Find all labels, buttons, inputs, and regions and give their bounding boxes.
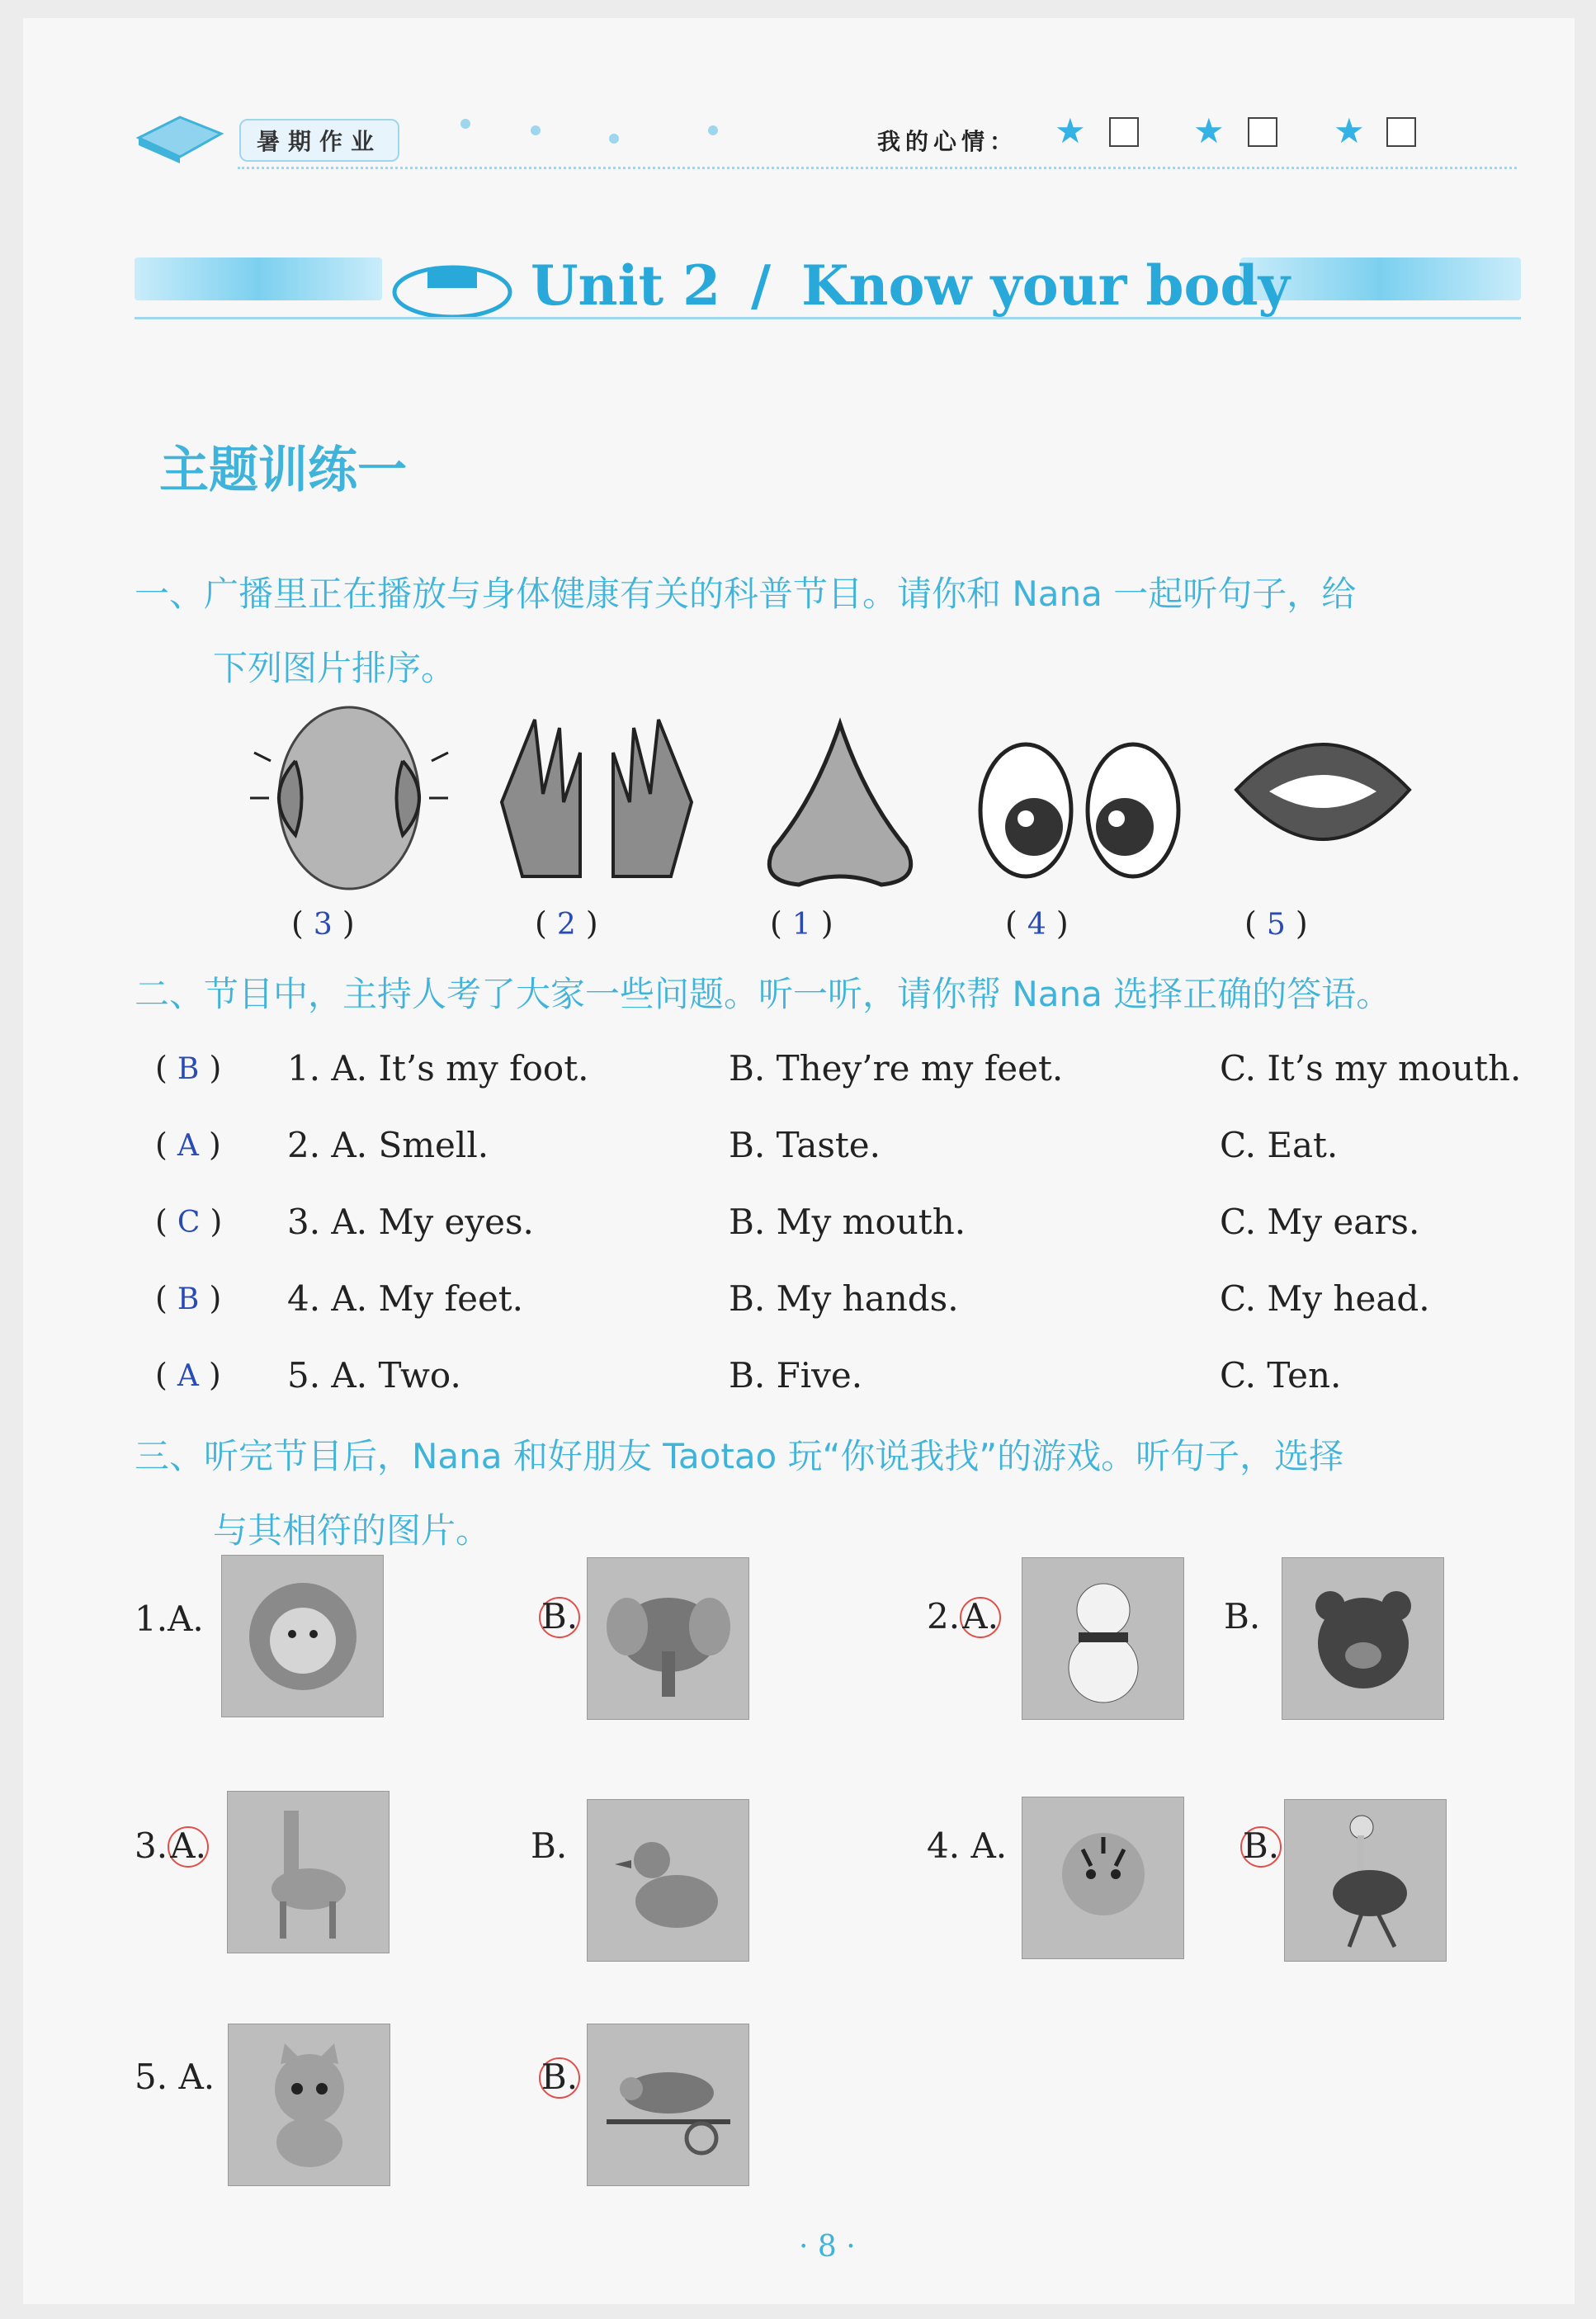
snowman-picture[interactable] (1022, 1557, 1184, 1720)
item-4-label: 4. A. (927, 1825, 1008, 1866)
question-1-option-b: B. They’re my feet. (729, 1048, 1064, 1089)
decor-dot (708, 125, 718, 135)
order-answer-2[interactable]: ( 2 ) (535, 905, 598, 942)
star-icon: ★ (1055, 111, 1086, 151)
section3-instruction-cont: 与其相符的图片。 (213, 1510, 491, 1551)
header-tag: 暑期作业 (239, 119, 399, 162)
ears-picture (246, 703, 452, 893)
item-3-label[interactable]: 3.A. (135, 1825, 209, 1868)
tiger-picture[interactable] (1022, 1797, 1184, 1959)
choice-answer-2[interactable]: ( A ) (155, 1126, 221, 1163)
title-rule (135, 317, 1521, 319)
chameleon-picture[interactable] (587, 2024, 749, 2186)
unit-number: Unit 2 (531, 253, 721, 318)
mood-checkbox[interactable] (1248, 117, 1277, 147)
star-icon: ★ (1193, 111, 1225, 151)
question-2-option-c: C. Eat. (1220, 1125, 1339, 1165)
question-2-option-b: B. Taste. (729, 1125, 881, 1165)
item-5-label: 5. A. (135, 2057, 215, 2097)
duck-picture[interactable] (587, 1799, 749, 1962)
question-3-option-c: C. My ears. (1220, 1202, 1420, 1242)
decor-dot (609, 134, 619, 144)
lion-picture[interactable] (221, 1555, 384, 1717)
order-answer-5[interactable]: ( 5 ) (1244, 905, 1308, 942)
cat-picture[interactable] (228, 2024, 390, 2186)
order-answer-3[interactable]: ( 1 ) (770, 905, 833, 942)
question-2-option-a: 2. A. Smell. (287, 1125, 489, 1165)
order-answer-1[interactable]: ( 3 ) (291, 905, 355, 942)
title-band-left (135, 257, 382, 300)
page-number: · 8 · (799, 2230, 856, 2264)
section1-instruction: 一、广播里正在播放与身体健康有关的科普节目。请你和 Nana 一起听句子，给 (135, 574, 1357, 614)
item-2-option-b-label: B. (1224, 1596, 1261, 1637)
item-1-label: 1.A. (135, 1599, 204, 1639)
section2-instruction: 二、节目中，主持人考了大家一些问题。听一听，请你帮 Nana 选择正确的答语。 (135, 974, 1391, 1014)
unit-title: Unit 2 / Know your body (531, 253, 1291, 318)
question-1-option-a: 1. A. It’s my foot. (287, 1048, 589, 1089)
eyes-picture (972, 724, 1187, 889)
decor-dot (531, 125, 541, 135)
star-icon: ★ (1334, 111, 1365, 151)
section3-instruction: 三、听完节目后，Nana 和好朋友 Taotao 玩“你说我找”的游戏。听句子，选择 (135, 1436, 1344, 1476)
workbook-page (23, 18, 1575, 2304)
elephant-picture[interactable] (587, 1557, 749, 1720)
hat-icon (382, 234, 531, 325)
mood-label: 我的心情： (877, 128, 1018, 155)
question-5-option-c: C. Ten. (1220, 1355, 1342, 1396)
question-5-option-a: 5. A. Two. (287, 1355, 461, 1396)
nose-picture (749, 716, 931, 897)
question-3-option-b: B. My mouth. (729, 1202, 966, 1242)
question-4-option-b: B. My hands. (729, 1278, 959, 1319)
mood-checkbox[interactable] (1109, 117, 1139, 147)
section1-instruction-cont: 下列图片排序。 (213, 648, 456, 688)
item-1-option-b-label[interactable]: B. (539, 1596, 580, 1638)
header-divider (238, 167, 1517, 169)
choice-answer-1[interactable]: ( B ) (155, 1050, 222, 1086)
book-icon (130, 109, 229, 167)
choice-answer-5[interactable]: ( A ) (155, 1357, 221, 1393)
bear-picture[interactable] (1282, 1557, 1444, 1720)
mouth-picture (1228, 716, 1418, 881)
question-4-option-a: 4. A. My feet. (287, 1278, 524, 1319)
item-4-option-b-label[interactable]: B. (1240, 1825, 1282, 1868)
mood-checkbox[interactable] (1386, 117, 1416, 147)
choice-answer-3[interactable]: ( C ) (155, 1203, 223, 1240)
order-answer-4[interactable]: ( 4 ) (1005, 905, 1069, 942)
item-3-option-b-label: B. (531, 1825, 568, 1866)
item-2-label[interactable]: 2.A. (927, 1596, 1001, 1638)
question-3-option-a: 3. A. My eyes. (287, 1202, 534, 1242)
question-1-option-c: C. It’s my mouth. (1220, 1048, 1522, 1089)
theme-heading: 主题训练一 (159, 442, 407, 499)
unit-name: Know your body (801, 253, 1291, 318)
hands-picture (485, 711, 708, 893)
item-5-option-b-label[interactable]: B. (539, 2057, 580, 2099)
decor-dot (460, 119, 470, 129)
question-5-option-b: B. Five. (729, 1355, 863, 1396)
question-4-option-c: C. My head. (1220, 1278, 1430, 1319)
choice-answer-4[interactable]: ( B ) (155, 1280, 222, 1316)
giraffe-picture[interactable] (227, 1791, 390, 1953)
ostrich-picture[interactable] (1284, 1799, 1447, 1962)
